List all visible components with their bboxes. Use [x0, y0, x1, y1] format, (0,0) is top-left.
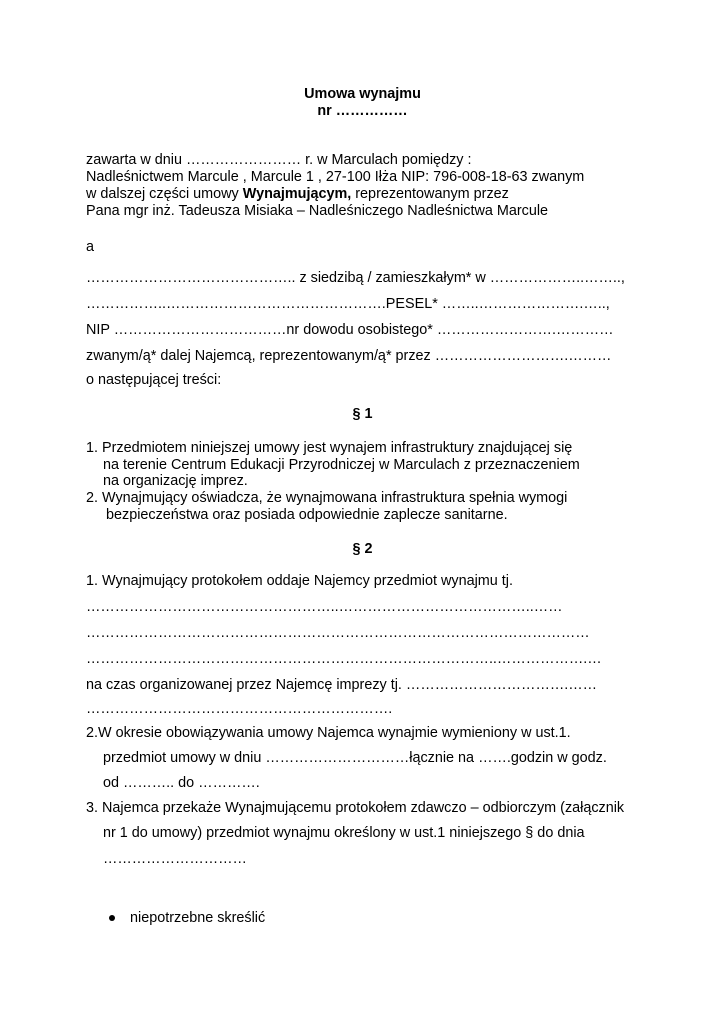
section-2-line-9: od ……….. do …………. [103, 775, 260, 791]
section-1-p2-line-2: bezpieczeństwa oraz posiada odpowiednie zaplecze sanitarne. [106, 507, 508, 523]
section-2-line-4: …………………………………………………………………………..……………….… [86, 651, 602, 667]
intro-line-1: zawarta w dniu …………………… r. w Marculach pomiędzy : [86, 152, 472, 168]
section-2-line-12: ………………………… [103, 851, 247, 867]
intro-line-2: Nadleśnictwem Marcule , Marcule 1 , 27-100 Iłża NIP: 796-008-18-63 zwanym [86, 169, 585, 185]
party-line-2: ……………..……………………………………….PESEL* ……..………………….….., [86, 296, 610, 312]
section-2-line-1: 1. Wynajmujący protokołem oddaje Najemcy przedmiot wynajmu tj. [86, 573, 513, 589]
document-title: Umowa wynajmu [304, 86, 421, 102]
conjunction: a [86, 239, 95, 255]
intro-line-4: Pana mgr inż. Tadeusza Misiaka – Nadleśniczego Nadleśnictwa Marcule [86, 203, 549, 219]
intro-line-3 [86, 186, 509, 203]
party-line-3: NIP ………………………………nr dowodu osobistego* …………………….………… [86, 322, 614, 338]
section-2-line-8: przedmiot umowy w dniu …………………………łącznie na …….godzin w godz. [103, 750, 607, 766]
section-1-p1-line-2: na terenie Centrum Edukacji Przyrodniczej w Marculach z przeznaczeniem [103, 457, 580, 473]
party-line-1: …………………………………….. z siedzibą / zamieszkałym* w ………………..…….., [86, 270, 625, 286]
section-2-line-3: …………………………………………………………………………………………… [86, 625, 590, 641]
section-2-heading: § 2 [352, 541, 373, 557]
landlord-term: Wynajmującym, [242, 186, 352, 202]
section-2-line-10: 3. Najemca przekaże Wynajmującemu protokołem zdawczo – odbiorczym (załącznik [86, 800, 625, 816]
section-1-p1-line-3: na organizację imprez. [103, 473, 248, 489]
section-2-line-2: ……………………………………………..…………………………………..…… [86, 599, 563, 615]
document-number: nr …………… [317, 103, 408, 119]
intro-line-3-post: reprezentowanym przez [351, 186, 509, 202]
bullet-icon [109, 915, 115, 921]
section-1-p2-line-1: 2. Wynajmujący oświadcza, że wynajmowana infrastruktura spełnia wymogi [86, 490, 568, 506]
footnote-text: niepotrzebne skreślić [130, 910, 266, 926]
section-2-line-7: 2.W okresie obowiązywania umowy Najemca wynajmie wymieniony w ust.1. [86, 725, 571, 741]
section-2-line-6: ………………………………………………………. [86, 701, 393, 717]
section-1-p1-line-1: 1. Przedmiotem niniejszej umowy jest wynajem infrastruktury znajdującej się [86, 440, 573, 456]
party-line-4: zwanym/ą* dalej Najemcą, reprezentowanym/ą* przez ……………………….……… [86, 348, 612, 364]
party-line-5: o następującej treści: [86, 372, 222, 388]
section-1-heading: § 1 [352, 406, 373, 422]
section-2-line-11: nr 1 do umowy) przedmiot wynajmu określony w ust.1 niniejszego § do dnia [103, 825, 585, 841]
section-2-line-5: na czas organizowanej przez Najemcę imprezy tj. …………………………….…… [86, 677, 598, 693]
intro-line-3-pre: w dalszej części umowy [86, 186, 243, 202]
